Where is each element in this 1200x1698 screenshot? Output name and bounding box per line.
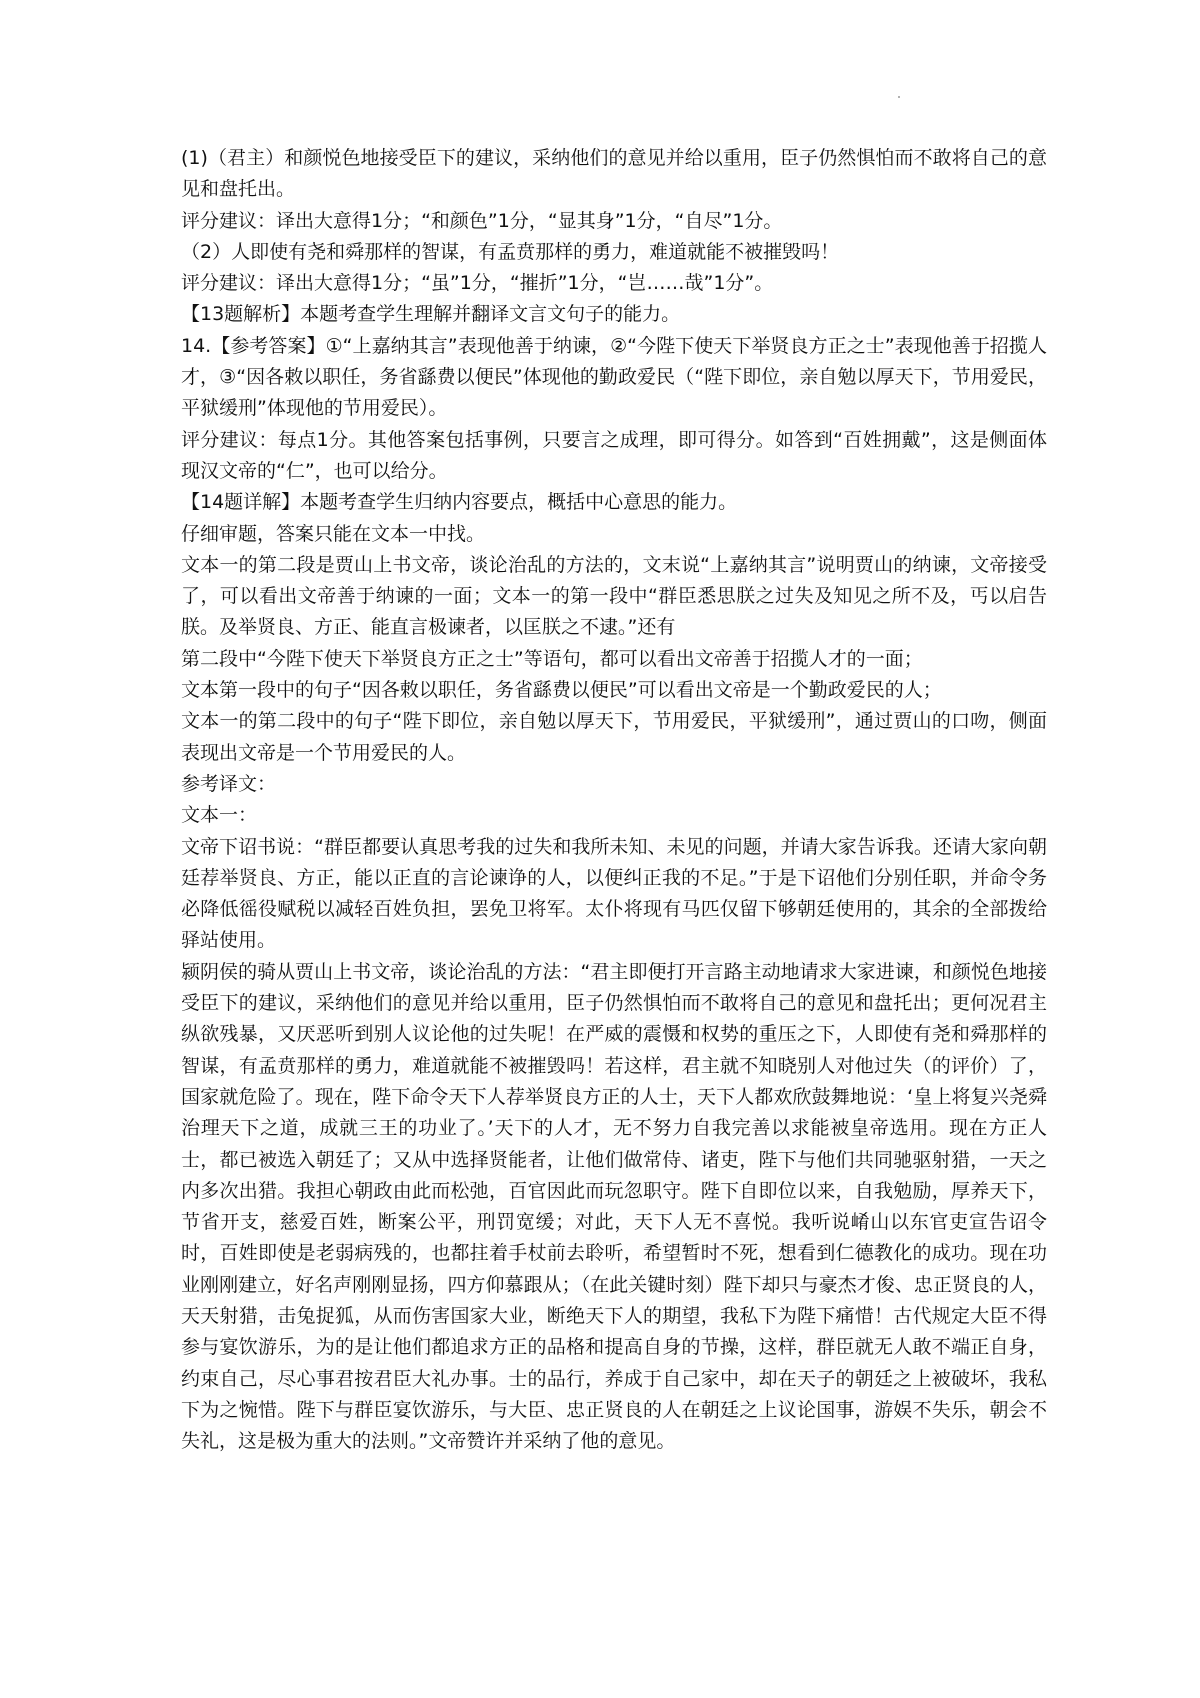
paragraph-translation-1: 文帝下诏书说：“群臣都要认真思考我的过失和我所未知、未见的问题，并请大家告诉我。还请大家向朝廷荐举贤良、方正，能以正直的言论谏诤的人，以便纠正我的不足。”于是下诏他们分别任职，并命令务必降低徭役赋税以减轻百姓负担，罢免卫将军。太仆将现有马匹仅留下够朝廷使用的，其余的全部拨给驿站使用。 [181, 835, 1047, 952]
paragraph-answer-1: (1)（君主）和颜悦色地接受臣下的建议，采纳他们的意见并给以重用，臣子仍然惧怕而不敢将自己的意见和盘托出。 [181, 147, 1047, 201]
paragraph-answer-2: （2）人即使有尧和舜那样的智谋，有孟贲那样的勇力，难道就能不被摧毁吗！ [181, 240, 840, 263]
paragraph-translation-2: 颍阴侯的骑从贾山上书文帝，谈论治乱的方法：“君主即便打开言路主动地请求大家进谏，和颜悦色地接受臣下的建议，采纳他们的意见并给以重用，臣子仍然惧怕而不敢将自己的意见和盘托出；更何况君主纵欲残暴，又厌恶听到别人议论他的过失呢！在严威的震慑和权势的重压之下，人即使有尧和舜那样的智谋，有孟贲那样的勇力，难道就能不被摧毁吗！若这样，君主就不知晓别人对他过失（的评价）了，国家就危险了。现在，陛下命令天下人荐举贤良方正的人士，天下人都欢欣鼓舞地说：‘皇上将复兴尧舜治理天下之道，成就三王的功业了。’天下的人才，无不努力自我完善以求能被皇帝选用。现在方正人士，都已被选入朝廷了；又从中选择贤能者，让他们做常侍、诸吏，陛下与他们共同驰驱射猎，一天之内多次出猎。我担心朝政由此而松弛，百官因此而玩忽职守。陛下自即位以来，自我勉励，厚养天下，节省开支，慈爱百姓，断案公平，刑罚宽缓；对此，天下人无不喜悦。我听说崤山以东官吏宣告诏令时，百姓即使是老弱病残的，也都拄着手杖前去聆听，希望暂时不死，想看到仁德教化的成功。现在功业刚刚建立，好名声刚刚显扬，四方仰慕跟从；（在此关键时刻）陛下却只与豪杰才俊、忠正贤良的人，天天射猎，击兔捉狐，从而伤害国家大业，断绝天下人的期望，我私下为陛下痛惜！古代规定大臣不得参与宴饮游乐，为的是让他们都追求方正的品格和提高自身的节操，这样，群臣就无人敢不端正自身，约束自己，尽心事君按君臣大礼办事。士的品行，养成于自己家中，却在天子的朝廷之上被破坏，我私下为之惋惜。陛下与群臣宴饮游乐，与大臣、忠正贤良的人在朝廷之上议论国事，游娱不失乐，朝会不失礼，这是极为重大的法则。”文帝赞许并采纳了他的意见。 [181, 960, 1047, 1453]
paragraph-explanation-1: 文本一的第二段是贾山上书文帝，谈论治乱的方法的，文末说“上嘉纳其言”说明贾山的纳谏，文帝接受了，可以看出文帝善于纳谏的一面；文本一的第一段中“群臣悉思朕之过失及知见之所不及，丐以启告朕。及举贤良、方正、能直言极谏者，以匡朕之不逮。”还有 [181, 553, 1047, 639]
heading-reference-translation: 参考译文： [181, 772, 277, 795]
paragraph-scoring-1: 评分建议：译出大意得1分；“和颜色”1分，“显其身”1分，“自尽”1分。 [181, 209, 783, 232]
heading-text-one: 文本一： [181, 804, 258, 827]
document-body [181, 143, 1047, 1457]
paragraph-explanation-3: 文本第一段中的句子“因各敕以职任，务省繇费以便民”可以看出文帝是一个勤政爱民的人； [181, 679, 942, 702]
paragraph-scoring-2: 评分建议：译出大意得1分；“虽”1分，“摧折”1分，“岂……哉”1分”。 [181, 272, 774, 295]
paragraph-q14-answer: 14.【参考答案】①“上嘉纳其言”表现他善于纳谏，②“今陛下使天下举贤良方正之士”表现他善于招揽人才，③“因各敕以职任，务省繇费以便民”体现他的勤政爱民（“陛下即位，亲自勉以厚天下，节用爱民，平狱缓刑”体现他的节用爱民）。 [181, 334, 1047, 420]
paragraph-explanation-4: 文本一的第二段中的句子“陛下即位，亲自勉以厚天下，节用爱民，平狱缓刑”，通过贾山的口吻，侧面表现出文帝是一个节用爱民的人。 [181, 710, 1047, 764]
scan-speck [898, 96, 900, 98]
paragraph-q14-detail: 【14题详解】本题考查学生归纳内容要点，概括中心意思的能力。 [181, 491, 738, 514]
paragraph-q13-analysis: 【13题解析】本题考查学生理解并翻译文言文句子的能力。 [181, 303, 681, 326]
paragraph-q14-scoring: 评分建议：每点1分。其他答案包括事例，只要言之成理，即可得分。如答到“百姓拥戴”，这是侧面体现汉文帝的“仁”，也可以给分。 [181, 428, 1047, 482]
paragraph-explanation-2: 第二段中“今陛下使天下举贤良方正之士”等语句，都可以看出文帝善于招揽人才的一面； [181, 647, 923, 670]
paragraph-review: 仔细审题，答案只能在文本一中找。 [181, 522, 486, 545]
